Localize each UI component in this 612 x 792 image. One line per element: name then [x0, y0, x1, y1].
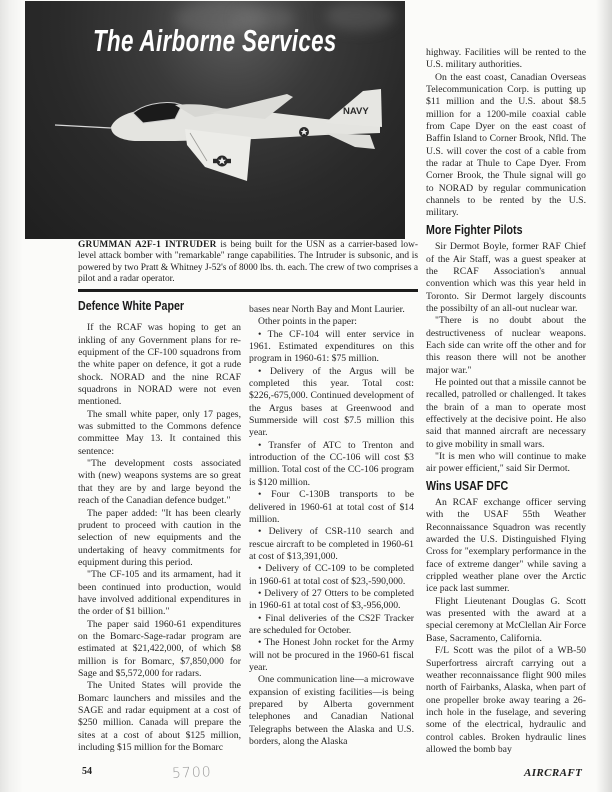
bullet-item: • Delivery of 27 Otters to be completed in 1960-61 at total cost of $3,-956,000.	[249, 587, 414, 612]
paragraph: One communication line—a microwave expansion of existing facilities—is being prepared by Alberta government telephones and Canadian National Telegraphs between the Alaska and U.S. borders, along the Alaska	[249, 674, 414, 748]
bullet-item: • Delivery of CC-109 to be completed in 1960-61 at total cost of $23,-590,000.	[249, 563, 414, 587]
bullet-item: • Delivery of the Argus will be completed this year. Total cost: $226,-675,000. Continued development of the Argus bases at Greenwood and Summerside will cost $7.5 million this year.	[249, 365, 414, 439]
bullet-item: • The Honest John rocket for the Army will not be procured in the 1960-61 fiscal year.	[249, 637, 414, 673]
paragraph: bases near North Bay and Mont Laurier.	[249, 304, 405, 315]
paragraph: F/L Scott was the pilot of a WB-50 Superfortress aircraft carrying out a weather reconnaissance flight 900 miles north of Fairbanks, Alaska, when part of one propeller broke away tearing a 26-inch hole in the fuselage, and severing some of the electrical, hydraulic and control cables. Broken hydraulic lines allowed the bomb bay	[426, 645, 586, 755]
paragraph: The small white paper, only 17 pages, was submitted to the Commons defence committee May 13. It contained this sentence:	[78, 408, 241, 457]
handwritten-note: 5700	[171, 764, 212, 782]
paragraph: Other points in the paper:	[258, 316, 358, 328]
paragraph: "The CF-105 and its armament, had it been continued into production, would have involved additional expenditures in the order of $1 billion."	[78, 569, 241, 618]
heading-more-fighter-pilots: More Fighter Pilots	[426, 221, 523, 237]
paragraph: Sir Dermot Boyle, former RAF Chief of the Air Staff, was a guest speaker at the RCAF Association's annual convention which was this year held in Toronto. Sir Dermot largely discounts the possibilty of an all-out nuclear war.	[426, 241, 586, 314]
bullet-item: • Delivery of CSR-110 search and rescue aircraft to be completed in 1960-61 at cost of $13,391,000.	[249, 526, 414, 562]
column-1	[78, 300, 241, 754]
caption-body: is being built for the USN as a carrier-based low-level attack bomber with "remarkable" range capabilities. The Intruder is subsonic, and is powered by two Pratt & Whitney J-52's of 8000 lbs. th. each. The crew of two comprises a pilot and a radar operator.	[78, 240, 418, 285]
aircraft-photo	[25, 1, 405, 239]
paragraph: On the east coast, Canadian Overseas Telecommunication Corp. is putting up $11 million and the U.S. about $8.5 million for a 1200-mile coaxial cable from Cape Dyer on the east coast of Baffin Island to Corner Brook, Nfld. The U.S. will cover the cost of a cable from the radar at Thule to Cape Dyer. From Corner Brook, the Thule signal will go to NORAD by regular communication channels to be rented by the U.S. military.	[426, 71, 586, 219]
bullet-item: • Four C-130B transports to be delivered in 1960-61 at total cost of $14 million.	[249, 489, 414, 525]
paragraph: "The development costs associated with (new) weapons systems are so great that they are by and large beyond the reach of the Canadian defence budget."	[78, 458, 241, 507]
magazine-name: AIRCRAFT	[524, 767, 583, 779]
page-title: The Airborne Services	[93, 23, 337, 58]
paragraph: Flight Lieutenant Douglas G. Scott was presented with the award at a special ceremony at McClellan Air Force Base, Sacramento, California.	[426, 595, 586, 644]
paragraph: An RCAF exchange officer serving with the USAF 55th Weather Reconnaissance Squadron was recently awarded the U.S. Distinguished Flying Cross for "exemplary performance in the face of extreme danger" while saving a crippled weather plane over the Arctic ice pack last summer.	[426, 497, 586, 595]
paragraph: The United States will provide the Bomarc launchers and missiles and the SAGE and radar equipment at a cost of $250 million. Canada will prepare the sites at a cost of about $125 million, including $15 million for the Bomarc	[78, 680, 241, 754]
paragraph: highway. Facilities will be rented to the U.S. military authorities.	[426, 47, 586, 71]
page-gutter-shadow	[0, 0, 22, 792]
heading-wins-usaf-dfc: Wins USAF DFC	[426, 477, 509, 493]
bullet-item: • The CF-104 will enter service in 1961. Estimated expenditures on this program in 1960-61: $75 million.	[249, 328, 414, 365]
paragraph: The paper said 1960-61 expenditures on the Bomarc-Sage-radar program are estimated at $21,422,000, of which $8 million is for Bomarc, $7,850,000 for Sage and $5,572,000 for radars.	[78, 618, 241, 679]
paragraph: "It is men who will continue to make air power efficient," said Sir Dermot.	[426, 451, 586, 475]
page-edge-shadow	[596, 0, 612, 792]
paragraph: "There is no doubt about the destructiveness of nuclear weapons. Each side can write off the other and for this reason there will not be another major war."	[426, 315, 586, 376]
column-3	[426, 47, 586, 756]
navy-tail-marking: NAVY	[343, 106, 369, 117]
paragraph: The paper added: "It has been clearly prudent to proceed with caution in the selection of new equipments and the undertaking of heavy commitments for equipment during this period.	[78, 507, 241, 568]
caption-lead: GRUMMAN A2F-1 INTRUDER	[78, 240, 217, 250]
intruder-aircraft-illustration	[25, 1, 405, 239]
page-number: 54	[82, 766, 92, 777]
heading-defence-white-paper: Defence White Paper	[78, 298, 185, 313]
paragraph: He pointed out that a missile cannot be recalled, patrolled or challenged. It takes the brain of a man to operate most effectively at the decisive point. He also said that manned aircraft are necessary to give mobility in small wars.	[426, 376, 586, 450]
bullet-item: • Transfer of ATC to Trenton and introduction of the CC-106 will cost $3 million. Total cost of the CC-106 program is $120 million.	[249, 439, 414, 488]
photo-caption	[78, 240, 418, 286]
caption-divider	[78, 289, 418, 292]
bullet-item: • Final deliveries of the CS2F Tracker are scheduled for October.	[249, 612, 414, 636]
paragraph: If the RCAF was hoping to get an inkling of any Government plans for re-equipment of the CF-100 squadrons from the white paper on defence, it got a rude shock. NORAD and the nine RCAF squadrons in NORAD were not even mentioned.	[78, 322, 241, 408]
column-2	[249, 304, 414, 748]
